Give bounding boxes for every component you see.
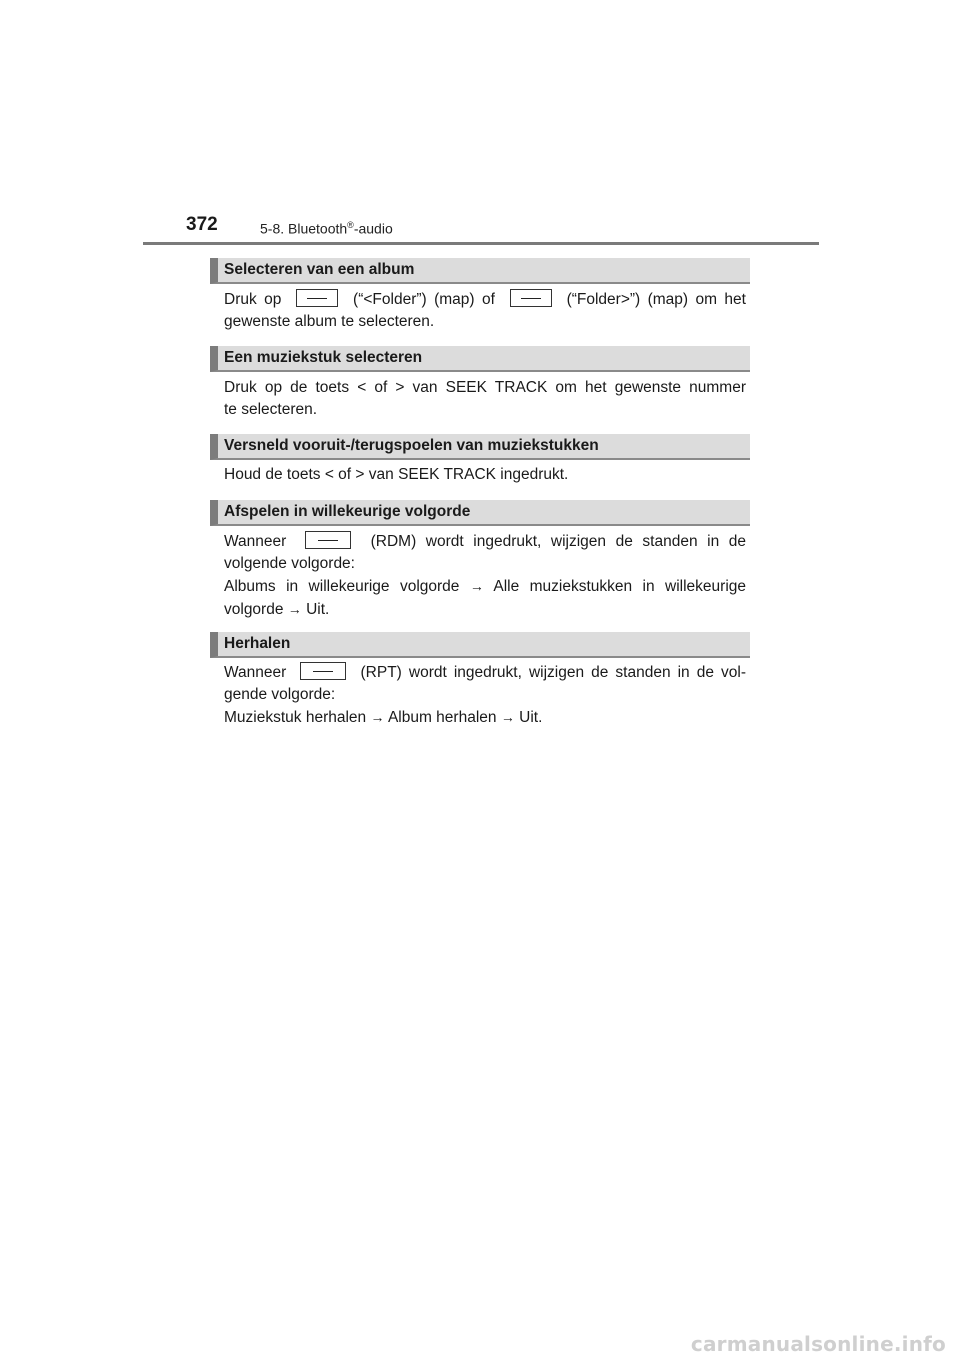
heading-random-play: Afspelen in willekeurige volgorde (210, 500, 750, 526)
heading-fast-forward: Versneld vooruit-/terugspoelen van muziekstukken (210, 434, 750, 460)
rpt-button-icon (300, 662, 346, 680)
page-header (0, 0, 960, 250)
rdm-button-icon (305, 531, 351, 549)
section-breadcrumb: 5-8. Bluetooth®-audio (260, 220, 393, 237)
arrow-icon: → (469, 578, 484, 594)
arrow-icon: → (370, 709, 385, 725)
paragraph-repeat: Wanneer (RPT) wordt ingedrukt, wijzigen de standen in de vol- gende volgorde: Muziekstuk herhalen → Album herhalen → Uit. (224, 662, 746, 729)
folder-prev-button-icon (296, 289, 338, 307)
heading-album-select: Selecteren van een album (210, 258, 750, 284)
heading-repeat: Herhalen (210, 632, 750, 658)
header-divider (143, 242, 819, 245)
paragraph-random-play: Wanneer (RDM) wordt ingedrukt, wijzigen de standen in de volgende volgorde: Albums in willekeurige volgorde → Alle muziekstukken in willekeurige volgorde → Uit. (224, 531, 746, 621)
watermark: carmanualsonline.info (690, 1332, 946, 1356)
page-number: 372 (186, 214, 218, 235)
paragraph-fast-forward: Houd de toets < of > van SEEK TRACK ingedrukt. (224, 466, 569, 483)
arrow-icon: → (287, 601, 302, 617)
paragraph-album-select: Druk op (“<Folder”) (map) of (“Folder>”) (map) om het gewenste album te selecteren. (224, 289, 746, 333)
heading-track-select: Een muziekstuk selecteren (210, 346, 750, 372)
folder-next-button-icon (510, 289, 552, 307)
paragraph-track-select: Druk op de toets < of > van SEEK TRACK om het gewenste nummer te selecteren. (224, 379, 746, 418)
arrow-icon: → (500, 709, 515, 725)
